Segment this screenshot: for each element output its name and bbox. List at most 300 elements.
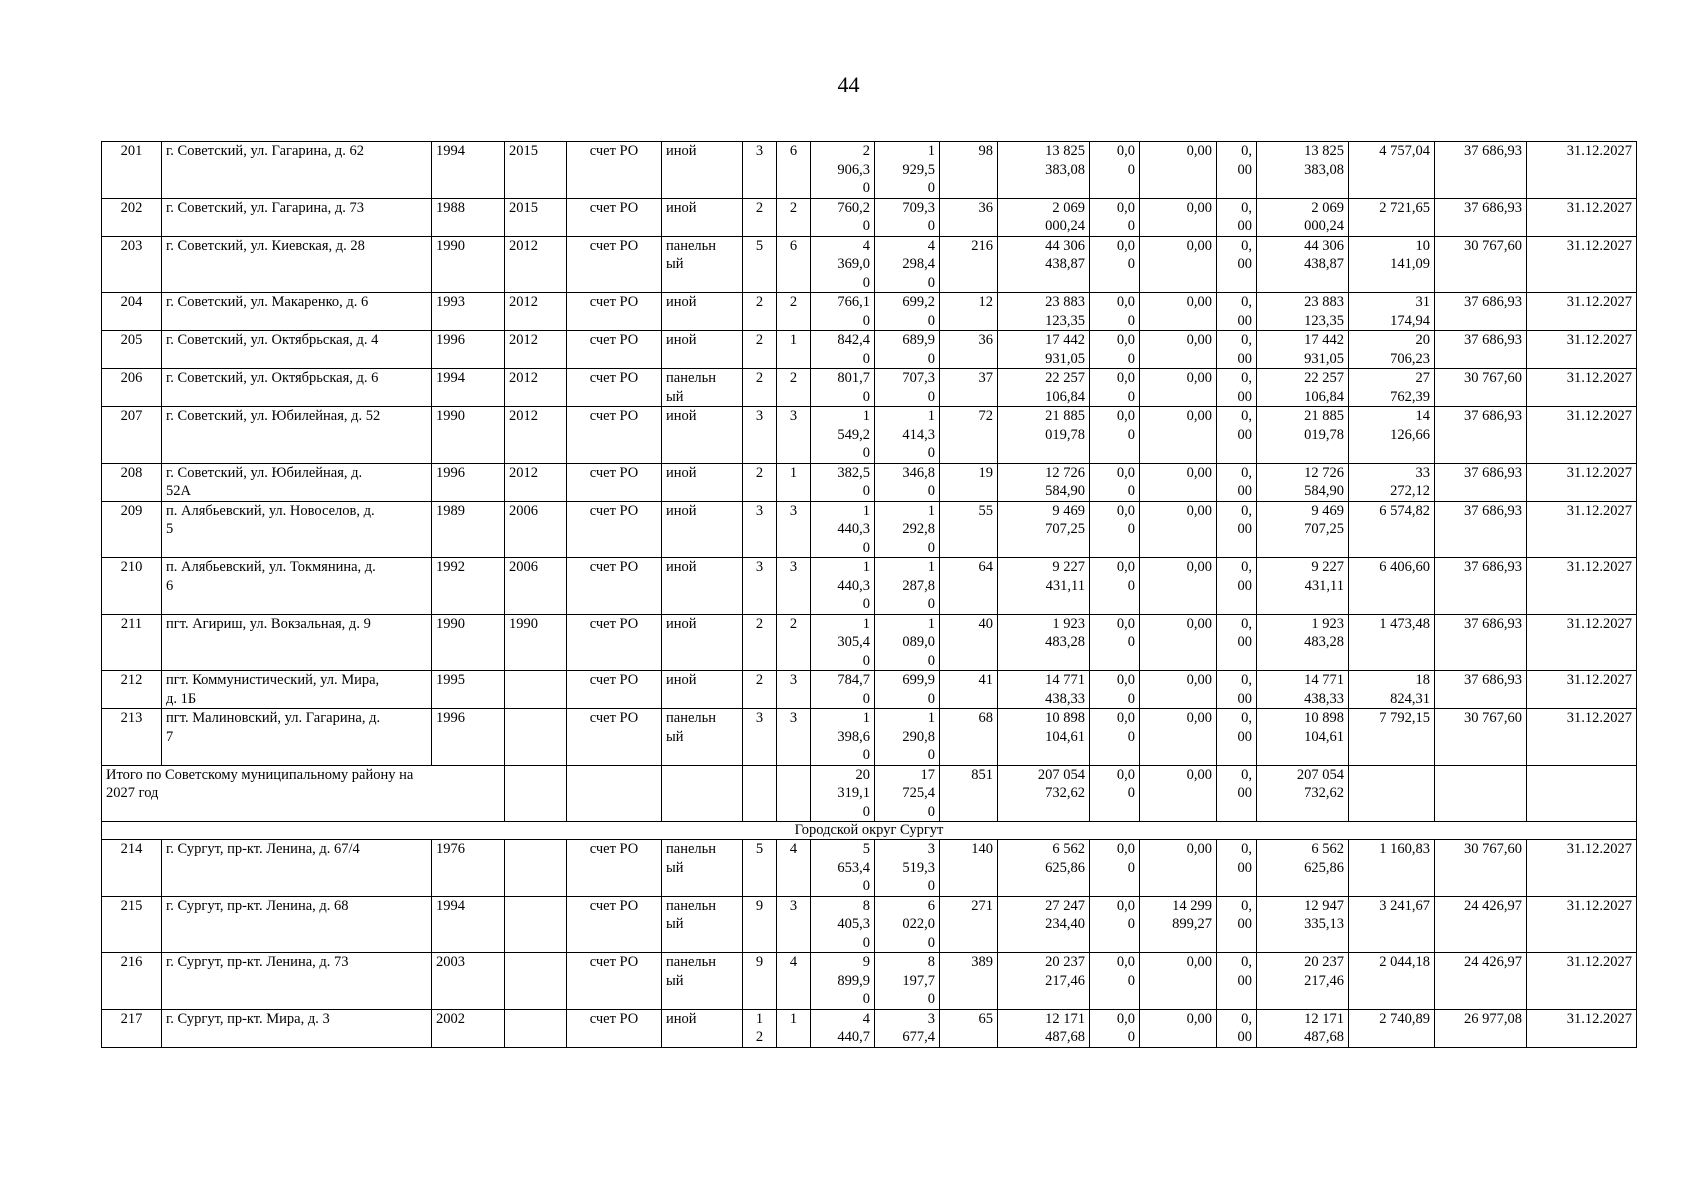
subtotal-area2: 17 725,4 0 xyxy=(875,765,940,822)
cell-area2: 699,9 0 xyxy=(875,671,940,709)
cell-z1: 0,0 0 xyxy=(1090,331,1140,369)
cell-addr: г. Советский, ул. Юбилейная, д. 52А xyxy=(162,463,432,501)
cell-acct: счет РО xyxy=(567,501,662,558)
cell-total: 20 237 217,46 xyxy=(998,953,1090,1010)
cell-v2: 0,00 xyxy=(1140,1009,1217,1047)
cell-f: 3 xyxy=(743,709,777,766)
cell-type: панельн ый xyxy=(662,840,743,897)
cell-type: иной xyxy=(662,671,743,709)
cell-z1: 0,0 0 xyxy=(1090,198,1140,236)
cell-per: 27 762,39 xyxy=(1349,369,1435,407)
cell-y1: 1990 xyxy=(432,407,505,464)
cell-y1: 1990 xyxy=(432,236,505,293)
cell-res: 36 xyxy=(940,198,998,236)
cell-lim: 37 686,93 xyxy=(1435,293,1527,331)
subtotal-v2: 0,00 xyxy=(1140,765,1217,822)
cell-e: 1 xyxy=(777,331,811,369)
cell-res: 36 xyxy=(940,331,998,369)
cell-y2 xyxy=(505,709,567,766)
cell-date: 31.12.2027 xyxy=(1527,953,1637,1010)
cell-per: 3 241,67 xyxy=(1349,896,1435,953)
cell-n: 217 xyxy=(102,1009,162,1047)
cell-y2: 2015 xyxy=(505,142,567,199)
cell-date: 31.12.2027 xyxy=(1527,896,1637,953)
cell-fund: 12 726 584,90 xyxy=(1257,463,1349,501)
cell-per: 20 706,23 xyxy=(1349,331,1435,369)
cell-lim: 30 767,60 xyxy=(1435,840,1527,897)
cell-res: 65 xyxy=(940,1009,998,1047)
table-row xyxy=(102,236,1637,293)
cell-n: 206 xyxy=(102,369,162,407)
cell-lim: 24 426,97 xyxy=(1435,896,1527,953)
cell-e: 6 xyxy=(777,142,811,199)
cell-res: 64 xyxy=(940,558,998,615)
cell-date: 31.12.2027 xyxy=(1527,369,1637,407)
cell-type: иной xyxy=(662,1009,743,1047)
cell-y2: 2012 xyxy=(505,463,567,501)
cell-z3: 0, 00 xyxy=(1217,293,1257,331)
cell-y2 xyxy=(505,953,567,1010)
cell-area1: 4 369,0 0 xyxy=(811,236,875,293)
cell-v2: 0,00 xyxy=(1140,236,1217,293)
cell-y1: 1996 xyxy=(432,463,505,501)
table-row xyxy=(102,558,1637,615)
cell-n: 209 xyxy=(102,501,162,558)
cell-type: панельн ый xyxy=(662,236,743,293)
cell-lim: 37 686,93 xyxy=(1435,198,1527,236)
cell-fund: 20 237 217,46 xyxy=(1257,953,1349,1010)
cell-y1: 2002 xyxy=(432,1009,505,1047)
cell-per: 7 792,15 xyxy=(1349,709,1435,766)
cell-total: 12 726 584,90 xyxy=(998,463,1090,501)
cell-total: 2 069 000,24 xyxy=(998,198,1090,236)
cell-per: 1 160,83 xyxy=(1349,840,1435,897)
cell-total: 1 923 483,28 xyxy=(998,614,1090,671)
cell-res: 19 xyxy=(940,463,998,501)
cell-z3: 0, 00 xyxy=(1217,840,1257,897)
cell-y2: 2012 xyxy=(505,369,567,407)
table-row xyxy=(102,896,1637,953)
cell-addr: г. Советский, ул. Октябрьская, д. 4 xyxy=(162,331,432,369)
cell-v2: 0,00 xyxy=(1140,558,1217,615)
cell-total: 21 885 019,78 xyxy=(998,407,1090,464)
region-row xyxy=(102,822,1637,840)
cell-acct: счет РО xyxy=(567,236,662,293)
cell-per: 4 757,04 xyxy=(1349,142,1435,199)
empty-cell xyxy=(1527,765,1637,822)
cell-lim: 37 686,93 xyxy=(1435,331,1527,369)
cell-z3: 0, 00 xyxy=(1217,407,1257,464)
cell-y2 xyxy=(505,1009,567,1047)
subtotal-row xyxy=(102,765,1637,822)
cell-e: 2 xyxy=(777,198,811,236)
cell-acct: счет РО xyxy=(567,709,662,766)
cell-total: 10 898 104,61 xyxy=(998,709,1090,766)
cell-lim: 37 686,93 xyxy=(1435,671,1527,709)
cell-acct: счет РО xyxy=(567,331,662,369)
cell-z1: 0,0 0 xyxy=(1090,558,1140,615)
cell-z3: 0, 00 xyxy=(1217,501,1257,558)
cell-area1: 1 549,2 0 xyxy=(811,407,875,464)
cell-e: 1 xyxy=(777,1009,811,1047)
empty-cell xyxy=(1435,765,1527,822)
cell-y1: 2003 xyxy=(432,953,505,1010)
cell-area1: 2 906,3 0 xyxy=(811,142,875,199)
table-row xyxy=(102,407,1637,464)
table-row xyxy=(102,463,1637,501)
cell-z3: 0, 00 xyxy=(1217,1009,1257,1047)
cell-type: иной xyxy=(662,407,743,464)
cell-z3: 0, 00 xyxy=(1217,142,1257,199)
cell-f: 9 xyxy=(743,953,777,1010)
cell-fund: 12 947 335,13 xyxy=(1257,896,1349,953)
cell-n: 214 xyxy=(102,840,162,897)
table-row xyxy=(102,369,1637,407)
cell-y2: 2012 xyxy=(505,407,567,464)
cell-v2: 0,00 xyxy=(1140,293,1217,331)
table-body xyxy=(102,142,1637,1048)
cell-y1: 1988 xyxy=(432,198,505,236)
subtotal-fund: 207 054 732,62 xyxy=(1257,765,1349,822)
cell-v2: 14 299 899,27 xyxy=(1140,896,1217,953)
cell-date: 31.12.2027 xyxy=(1527,463,1637,501)
table-row xyxy=(102,614,1637,671)
cell-area2: 346,8 0 xyxy=(875,463,940,501)
cell-f: 2 xyxy=(743,671,777,709)
cell-f: 5 xyxy=(743,840,777,897)
cell-res: 12 xyxy=(940,293,998,331)
cell-addr: г. Советский, ул. Макаренко, д. 6 xyxy=(162,293,432,331)
cell-area2: 1 292,8 0 xyxy=(875,501,940,558)
table-row xyxy=(102,293,1637,331)
cell-acct: счет РО xyxy=(567,558,662,615)
cell-z1: 0,0 0 xyxy=(1090,614,1140,671)
cell-total: 12 171 487,68 xyxy=(998,1009,1090,1047)
empty-cell xyxy=(567,765,662,822)
cell-f: 5 xyxy=(743,236,777,293)
cell-y2: 2012 xyxy=(505,331,567,369)
cell-n: 212 xyxy=(102,671,162,709)
cell-z1: 0,0 0 xyxy=(1090,896,1140,953)
cell-y2: 2012 xyxy=(505,293,567,331)
cell-area1: 1 440,3 0 xyxy=(811,558,875,615)
cell-acct: счет РО xyxy=(567,896,662,953)
cell-acct: счет РО xyxy=(567,293,662,331)
cell-date: 31.12.2027 xyxy=(1527,331,1637,369)
cell-e: 3 xyxy=(777,896,811,953)
cell-lim: 37 686,93 xyxy=(1435,614,1527,671)
cell-area2: 1 287,8 0 xyxy=(875,558,940,615)
cell-fund: 2 069 000,24 xyxy=(1257,198,1349,236)
cell-e: 2 xyxy=(777,293,811,331)
cell-total: 9 469 707,25 xyxy=(998,501,1090,558)
subtotal-z1: 0,0 0 xyxy=(1090,765,1140,822)
cell-z3: 0, 00 xyxy=(1217,558,1257,615)
cell-fund: 22 257 106,84 xyxy=(1257,369,1349,407)
cell-lim: 37 686,93 xyxy=(1435,558,1527,615)
cell-per: 10 141,09 xyxy=(1349,236,1435,293)
cell-date: 31.12.2027 xyxy=(1527,198,1637,236)
cell-n: 215 xyxy=(102,896,162,953)
cell-v2: 0,00 xyxy=(1140,463,1217,501)
cell-type: панельн ый xyxy=(662,369,743,407)
cell-y1: 1994 xyxy=(432,896,505,953)
cell-z3: 0, 00 xyxy=(1217,463,1257,501)
cell-res: 41 xyxy=(940,671,998,709)
cell-area1: 8 405,3 0 xyxy=(811,896,875,953)
cell-fund: 13 825 383,08 xyxy=(1257,142,1349,199)
cell-n: 207 xyxy=(102,407,162,464)
cell-z1: 0,0 0 xyxy=(1090,407,1140,464)
cell-z1: 0,0 0 xyxy=(1090,293,1140,331)
cell-lim: 30 767,60 xyxy=(1435,369,1527,407)
cell-z3: 0, 00 xyxy=(1217,369,1257,407)
cell-n: 216 xyxy=(102,953,162,1010)
cell-fund: 9 227 431,11 xyxy=(1257,558,1349,615)
cell-area2: 707,3 0 xyxy=(875,369,940,407)
cell-e: 6 xyxy=(777,236,811,293)
cell-per: 6 574,82 xyxy=(1349,501,1435,558)
cell-z3: 0, 00 xyxy=(1217,614,1257,671)
cell-f: 3 xyxy=(743,501,777,558)
cell-per: 33 272,12 xyxy=(1349,463,1435,501)
cell-z3: 0, 00 xyxy=(1217,953,1257,1010)
table-row xyxy=(102,1009,1637,1047)
cell-addr: г. Сургут, пр-кт. Ленина, д. 68 xyxy=(162,896,432,953)
cell-lim: 26 977,08 xyxy=(1435,1009,1527,1047)
cell-y1: 1994 xyxy=(432,142,505,199)
cell-y2: 2012 xyxy=(505,236,567,293)
cell-type: иной xyxy=(662,558,743,615)
cell-area1: 842,4 0 xyxy=(811,331,875,369)
cell-per: 6 406,60 xyxy=(1349,558,1435,615)
cell-f: 2 xyxy=(743,614,777,671)
subtotal-total: 207 054 732,62 xyxy=(998,765,1090,822)
cell-res: 72 xyxy=(940,407,998,464)
cell-area1: 382,5 0 xyxy=(811,463,875,501)
cell-area2: 4 298,4 0 xyxy=(875,236,940,293)
cell-per: 2 740,89 xyxy=(1349,1009,1435,1047)
cell-z1: 0,0 0 xyxy=(1090,501,1140,558)
cell-e: 4 xyxy=(777,953,811,1010)
cell-area2: 6 022,0 0 xyxy=(875,896,940,953)
cell-f: 9 xyxy=(743,896,777,953)
cell-date: 31.12.2027 xyxy=(1527,671,1637,709)
cell-res: 271 xyxy=(940,896,998,953)
cell-total: 23 883 123,35 xyxy=(998,293,1090,331)
cell-z1: 0,0 0 xyxy=(1090,953,1140,1010)
cell-area2: 3 519,3 0 xyxy=(875,840,940,897)
cell-z3: 0, 00 xyxy=(1217,198,1257,236)
cell-res: 55 xyxy=(940,501,998,558)
cell-res: 216 xyxy=(940,236,998,293)
cell-total: 14 771 438,33 xyxy=(998,671,1090,709)
cell-lim: 24 426,97 xyxy=(1435,953,1527,1010)
cell-area1: 801,7 0 xyxy=(811,369,875,407)
cell-z3: 0, 00 xyxy=(1217,236,1257,293)
cell-z3: 0, 00 xyxy=(1217,671,1257,709)
cell-z1: 0,0 0 xyxy=(1090,671,1140,709)
cell-v2: 0,00 xyxy=(1140,709,1217,766)
cell-total: 22 257 106,84 xyxy=(998,369,1090,407)
cell-addr: г. Советский, ул. Гагарина, д. 73 xyxy=(162,198,432,236)
cell-e: 3 xyxy=(777,558,811,615)
cell-addr: пгт. Агириш, ул. Вокзальная, д. 9 xyxy=(162,614,432,671)
cell-area1: 9 899,9 0 xyxy=(811,953,875,1010)
cell-lim: 37 686,93 xyxy=(1435,501,1527,558)
cell-fund: 23 883 123,35 xyxy=(1257,293,1349,331)
cell-e: 3 xyxy=(777,501,811,558)
cell-lim: 30 767,60 xyxy=(1435,236,1527,293)
cell-v2: 0,00 xyxy=(1140,953,1217,1010)
cell-e: 3 xyxy=(777,407,811,464)
cell-area1: 766,1 0 xyxy=(811,293,875,331)
cell-area1: 760,2 0 xyxy=(811,198,875,236)
cell-f: 2 xyxy=(743,463,777,501)
cell-addr: г. Советский, ул. Гагарина, д. 62 xyxy=(162,142,432,199)
cell-date: 31.12.2027 xyxy=(1527,236,1637,293)
subtotal-z3: 0, 00 xyxy=(1217,765,1257,822)
table-row xyxy=(102,142,1637,199)
cell-fund: 21 885 019,78 xyxy=(1257,407,1349,464)
empty-cell xyxy=(743,765,777,822)
subtotal-label: Итого по Советскому муниципальному району на 2027 год xyxy=(102,765,505,822)
cell-acct: счет РО xyxy=(567,463,662,501)
table-row xyxy=(102,501,1637,558)
cell-total: 27 247 234,40 xyxy=(998,896,1090,953)
cell-fund: 6 562 625,86 xyxy=(1257,840,1349,897)
cell-date: 31.12.2027 xyxy=(1527,840,1637,897)
table-row xyxy=(102,671,1637,709)
cell-type: панельн ый xyxy=(662,896,743,953)
cell-n: 211 xyxy=(102,614,162,671)
cell-f: 3 xyxy=(743,142,777,199)
cell-y1: 1993 xyxy=(432,293,505,331)
cell-z3: 0, 00 xyxy=(1217,709,1257,766)
cell-fund: 44 306 438,87 xyxy=(1257,236,1349,293)
subtotal-area1: 20 319,1 0 xyxy=(811,765,875,822)
cell-z3: 0, 00 xyxy=(1217,896,1257,953)
page-number: 44 xyxy=(837,72,860,97)
cell-res: 98 xyxy=(940,142,998,199)
cell-f: 1 2 xyxy=(743,1009,777,1047)
cell-total: 6 562 625,86 xyxy=(998,840,1090,897)
cell-addr: г. Сургут, пр-кт. Ленина, д. 67/4 xyxy=(162,840,432,897)
cell-per: 31 174,94 xyxy=(1349,293,1435,331)
cell-fund: 17 442 931,05 xyxy=(1257,331,1349,369)
cell-res: 68 xyxy=(940,709,998,766)
cell-y1: 1994 xyxy=(432,369,505,407)
cell-date: 31.12.2027 xyxy=(1527,293,1637,331)
cell-lim: 37 686,93 xyxy=(1435,463,1527,501)
cell-f: 2 xyxy=(743,331,777,369)
cell-res: 389 xyxy=(940,953,998,1010)
cell-area2: 1 290,8 0 xyxy=(875,709,940,766)
cell-per: 2 044,18 xyxy=(1349,953,1435,1010)
cell-area2: 1 089,0 0 xyxy=(875,614,940,671)
empty-cell xyxy=(662,765,743,822)
cell-n: 205 xyxy=(102,331,162,369)
cell-acct: счет РО xyxy=(567,614,662,671)
cell-y1: 1996 xyxy=(432,331,505,369)
cell-total: 17 442 931,05 xyxy=(998,331,1090,369)
cell-addr: г. Сургут, пр-кт. Мира, д. 3 xyxy=(162,1009,432,1047)
cell-total: 13 825 383,08 xyxy=(998,142,1090,199)
cell-date: 31.12.2027 xyxy=(1527,407,1637,464)
cell-e: 4 xyxy=(777,840,811,897)
cell-n: 204 xyxy=(102,293,162,331)
cell-area2: 709,3 0 xyxy=(875,198,940,236)
cell-addr: г. Советский, ул. Октябрьская, д. 6 xyxy=(162,369,432,407)
cell-area2: 699,2 0 xyxy=(875,293,940,331)
cell-type: иной xyxy=(662,142,743,199)
cell-acct: счет РО xyxy=(567,953,662,1010)
cell-fund: 12 171 487,68 xyxy=(1257,1009,1349,1047)
cell-y2 xyxy=(505,840,567,897)
cell-e: 1 xyxy=(777,463,811,501)
cell-n: 213 xyxy=(102,709,162,766)
cell-area2: 1 929,5 0 xyxy=(875,142,940,199)
cell-addr: г. Советский, ул. Юбилейная, д. 52 xyxy=(162,407,432,464)
cell-v2: 0,00 xyxy=(1140,671,1217,709)
cell-addr: пгт. Малиновский, ул. Гагарина, д. 7 xyxy=(162,709,432,766)
cell-lim: 30 767,60 xyxy=(1435,709,1527,766)
cell-n: 202 xyxy=(102,198,162,236)
cell-v2: 0,00 xyxy=(1140,142,1217,199)
cell-date: 31.12.2027 xyxy=(1527,142,1637,199)
cell-area2: 689,9 0 xyxy=(875,331,940,369)
cell-acct: счет РО xyxy=(567,407,662,464)
cell-z1: 0,0 0 xyxy=(1090,236,1140,293)
cell-v2: 0,00 xyxy=(1140,501,1217,558)
cell-z1: 0,0 0 xyxy=(1090,142,1140,199)
cell-date: 31.12.2027 xyxy=(1527,501,1637,558)
cell-y2: 2006 xyxy=(505,501,567,558)
cell-y1: 1995 xyxy=(432,671,505,709)
cell-type: иной xyxy=(662,198,743,236)
table-row xyxy=(102,198,1637,236)
cell-res: 140 xyxy=(940,840,998,897)
table-row xyxy=(102,331,1637,369)
cell-type: иной xyxy=(662,614,743,671)
cell-e: 2 xyxy=(777,614,811,671)
cell-type: панельн ый xyxy=(662,709,743,766)
cell-y1: 1992 xyxy=(432,558,505,615)
cell-type: иной xyxy=(662,463,743,501)
cell-lim: 37 686,93 xyxy=(1435,407,1527,464)
cell-area1: 5 653,4 0 xyxy=(811,840,875,897)
cell-y1: 1976 xyxy=(432,840,505,897)
cell-z1: 0,0 0 xyxy=(1090,709,1140,766)
cell-type: иной xyxy=(662,501,743,558)
cell-acct: счет РО xyxy=(567,142,662,199)
cell-fund: 14 771 438,33 xyxy=(1257,671,1349,709)
cell-addr: п. Алябьевский, ул. Токмянина, д. 6 xyxy=(162,558,432,615)
cell-date: 31.12.2027 xyxy=(1527,1009,1637,1047)
cell-n: 208 xyxy=(102,463,162,501)
cell-fund: 1 923 483,28 xyxy=(1257,614,1349,671)
cell-acct: счет РО xyxy=(567,1009,662,1047)
cell-e: 3 xyxy=(777,709,811,766)
cell-y1: 1989 xyxy=(432,501,505,558)
cell-y1: 1990 xyxy=(432,614,505,671)
cell-lim: 37 686,93 xyxy=(1435,142,1527,199)
cell-acct: счет РО xyxy=(567,671,662,709)
cell-fund: 9 469 707,25 xyxy=(1257,501,1349,558)
empty-cell xyxy=(1349,765,1435,822)
cell-area1: 1 398,6 0 xyxy=(811,709,875,766)
cell-acct: счет РО xyxy=(567,369,662,407)
